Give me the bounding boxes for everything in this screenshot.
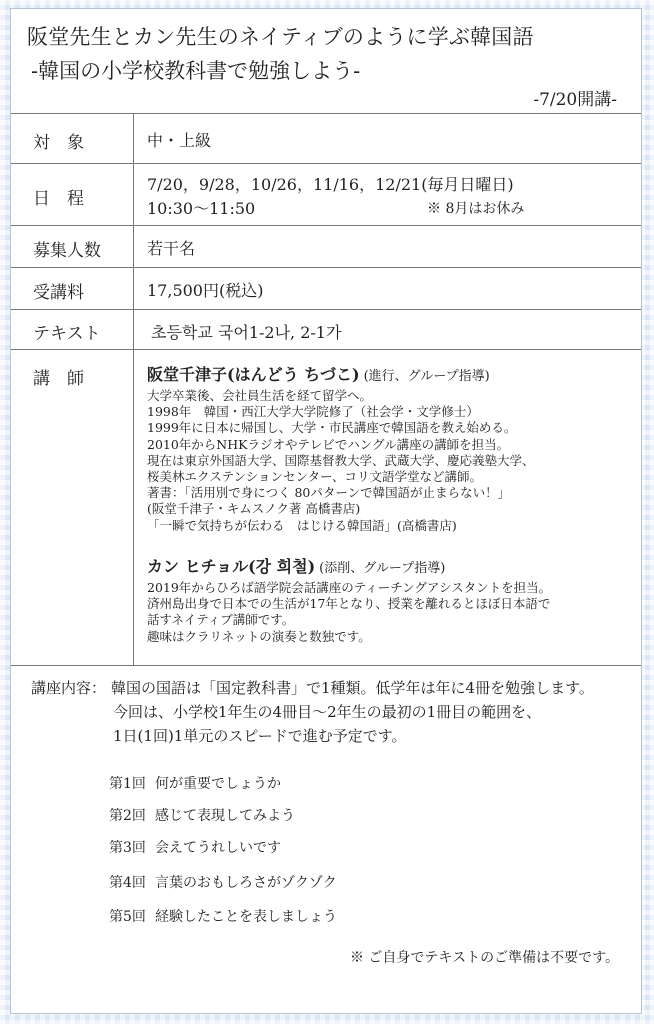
session-title: 経験したことを表しましょう: [155, 909, 337, 925]
session-number: 第5回: [109, 909, 146, 925]
row-schedule: [11, 164, 641, 226]
session-number: 第2回: [109, 808, 146, 824]
title-line-2: -韓国の小学校教科書で勉強しよう-: [31, 59, 361, 83]
instructor-2-bio: [147, 580, 627, 645]
session-title: 感じて表現してみよう: [155, 808, 295, 824]
bio-line: 1998年 韓国・西江大学大学院修了（社会学・文学修士）: [147, 404, 479, 420]
bio-line: 「一瞬で気持ちが伝わる はじける韓国語」(高橋書店): [147, 517, 457, 533]
fee-label: 受講料: [33, 283, 84, 303]
target-label: 対 象: [33, 133, 84, 153]
schedule-dates: 7/20，9/28，10/26，11/16，12/21(毎月日曜日): [147, 175, 514, 194]
session-number: 第1回: [109, 776, 146, 792]
course-section: [11, 665, 641, 1013]
course-line-1: 韓国の国語は「国定教科書」で1種類。低学年は年に4冊を勉強します。: [111, 679, 594, 697]
bio-line: 著書：「活用別で身につく 80パターンで韓国語が止まらない！」: [147, 485, 511, 501]
bio-line: 桜美林エクステンションセンター、コリ文語学堂など講師。: [147, 469, 482, 485]
course-line-2: 今回は、小学校1年生の4冊目～2年生の最初の1冊目の範囲を、: [113, 703, 542, 721]
row-fee: [11, 268, 641, 310]
instructor-2-role: (添削、グループ指導): [319, 561, 446, 576]
instructor-1-heading: [147, 362, 490, 385]
course-label: 講座内容：: [31, 679, 107, 697]
fee-value: 17,500円(税込): [147, 281, 264, 300]
session-item: [109, 872, 337, 892]
start-date: -7/20開講-: [533, 90, 617, 110]
instructor-2-name: カン ヒチョル(강 희철): [147, 557, 316, 576]
title-line-1: 阪堂先生とカン先生のネイティブのように学ぶ韓国語: [27, 25, 534, 49]
instructor-2-heading: [147, 554, 445, 577]
bio-line: 1999年に日本に帰国し、大学・市民講座で韓国語を教え始める。: [147, 420, 517, 436]
session-number: 第3回: [109, 840, 146, 856]
schedule-label: 日 程: [33, 189, 84, 209]
flyer-card: [10, 8, 642, 1014]
session-number: 第4回: [109, 875, 146, 891]
session-item: [109, 906, 337, 926]
text-label: テキスト: [33, 324, 101, 344]
instructor-1-name: 阪堂千津子(はんどう ちづこ): [147, 365, 360, 384]
session-title: 何が重要でしょうか: [155, 776, 281, 792]
instructor-1-role: (進行、グループ指導): [363, 369, 490, 384]
bio-line: 現在は東京外国語大学、国際基督教大学、武蔵大学、慶応義塾大学、: [147, 452, 535, 468]
capacity-label: 募集人数: [33, 241, 101, 261]
bio-line: 話すネイティブ講師です。: [147, 612, 295, 628]
course-footnote: ※ ご自身でテキストのご準備は不要です。: [349, 950, 619, 966]
row-text: [11, 310, 641, 350]
session-title: 会えてうれしいです: [155, 840, 281, 856]
session-item: [109, 805, 295, 825]
row-instructors: [11, 350, 641, 666]
schedule-note: ※ 8月はお休み: [427, 201, 525, 217]
row-target: [11, 114, 641, 164]
row-capacity: [11, 226, 641, 268]
flyer-header: [11, 9, 641, 113]
info-table: [11, 113, 641, 666]
course-line-3: 1日(1回)1単元のスピードで進む予定です。: [113, 727, 407, 745]
bio-line: 趣味はクラリネットの演奏と数独です。: [147, 628, 371, 644]
bio-line: 2010年からNHKラジオやテレビでハングル講座の講師を担当。: [147, 436, 510, 452]
bio-line: 大学卒業後、会社員生活を経て留学へ。: [147, 388, 373, 403]
instructors-label: 講 師: [33, 369, 84, 389]
session-item: [109, 837, 281, 857]
capacity-value: 若干名: [147, 239, 196, 258]
target-value: 中・上級: [147, 131, 212, 150]
session-title: 言葉のおもしろさがゾクゾク: [155, 875, 337, 891]
bio-line: (阪堂千津子・キムスノク著 高橋書店): [147, 501, 361, 517]
session-item: [109, 773, 281, 793]
schedule-time: 10:30～11:50: [147, 199, 256, 218]
instructor-1-bio: [147, 388, 627, 534]
bio-line: 2019年からひろば語学院会話講座のティーチングアシスタントを担当。: [147, 580, 552, 595]
text-value: 초등학교 국어1-2나, 2-1가: [151, 323, 342, 342]
bio-line: 済州島出身で日本での生活が17年となり、授業を離れるとほぼ日本語で: [147, 596, 551, 612]
